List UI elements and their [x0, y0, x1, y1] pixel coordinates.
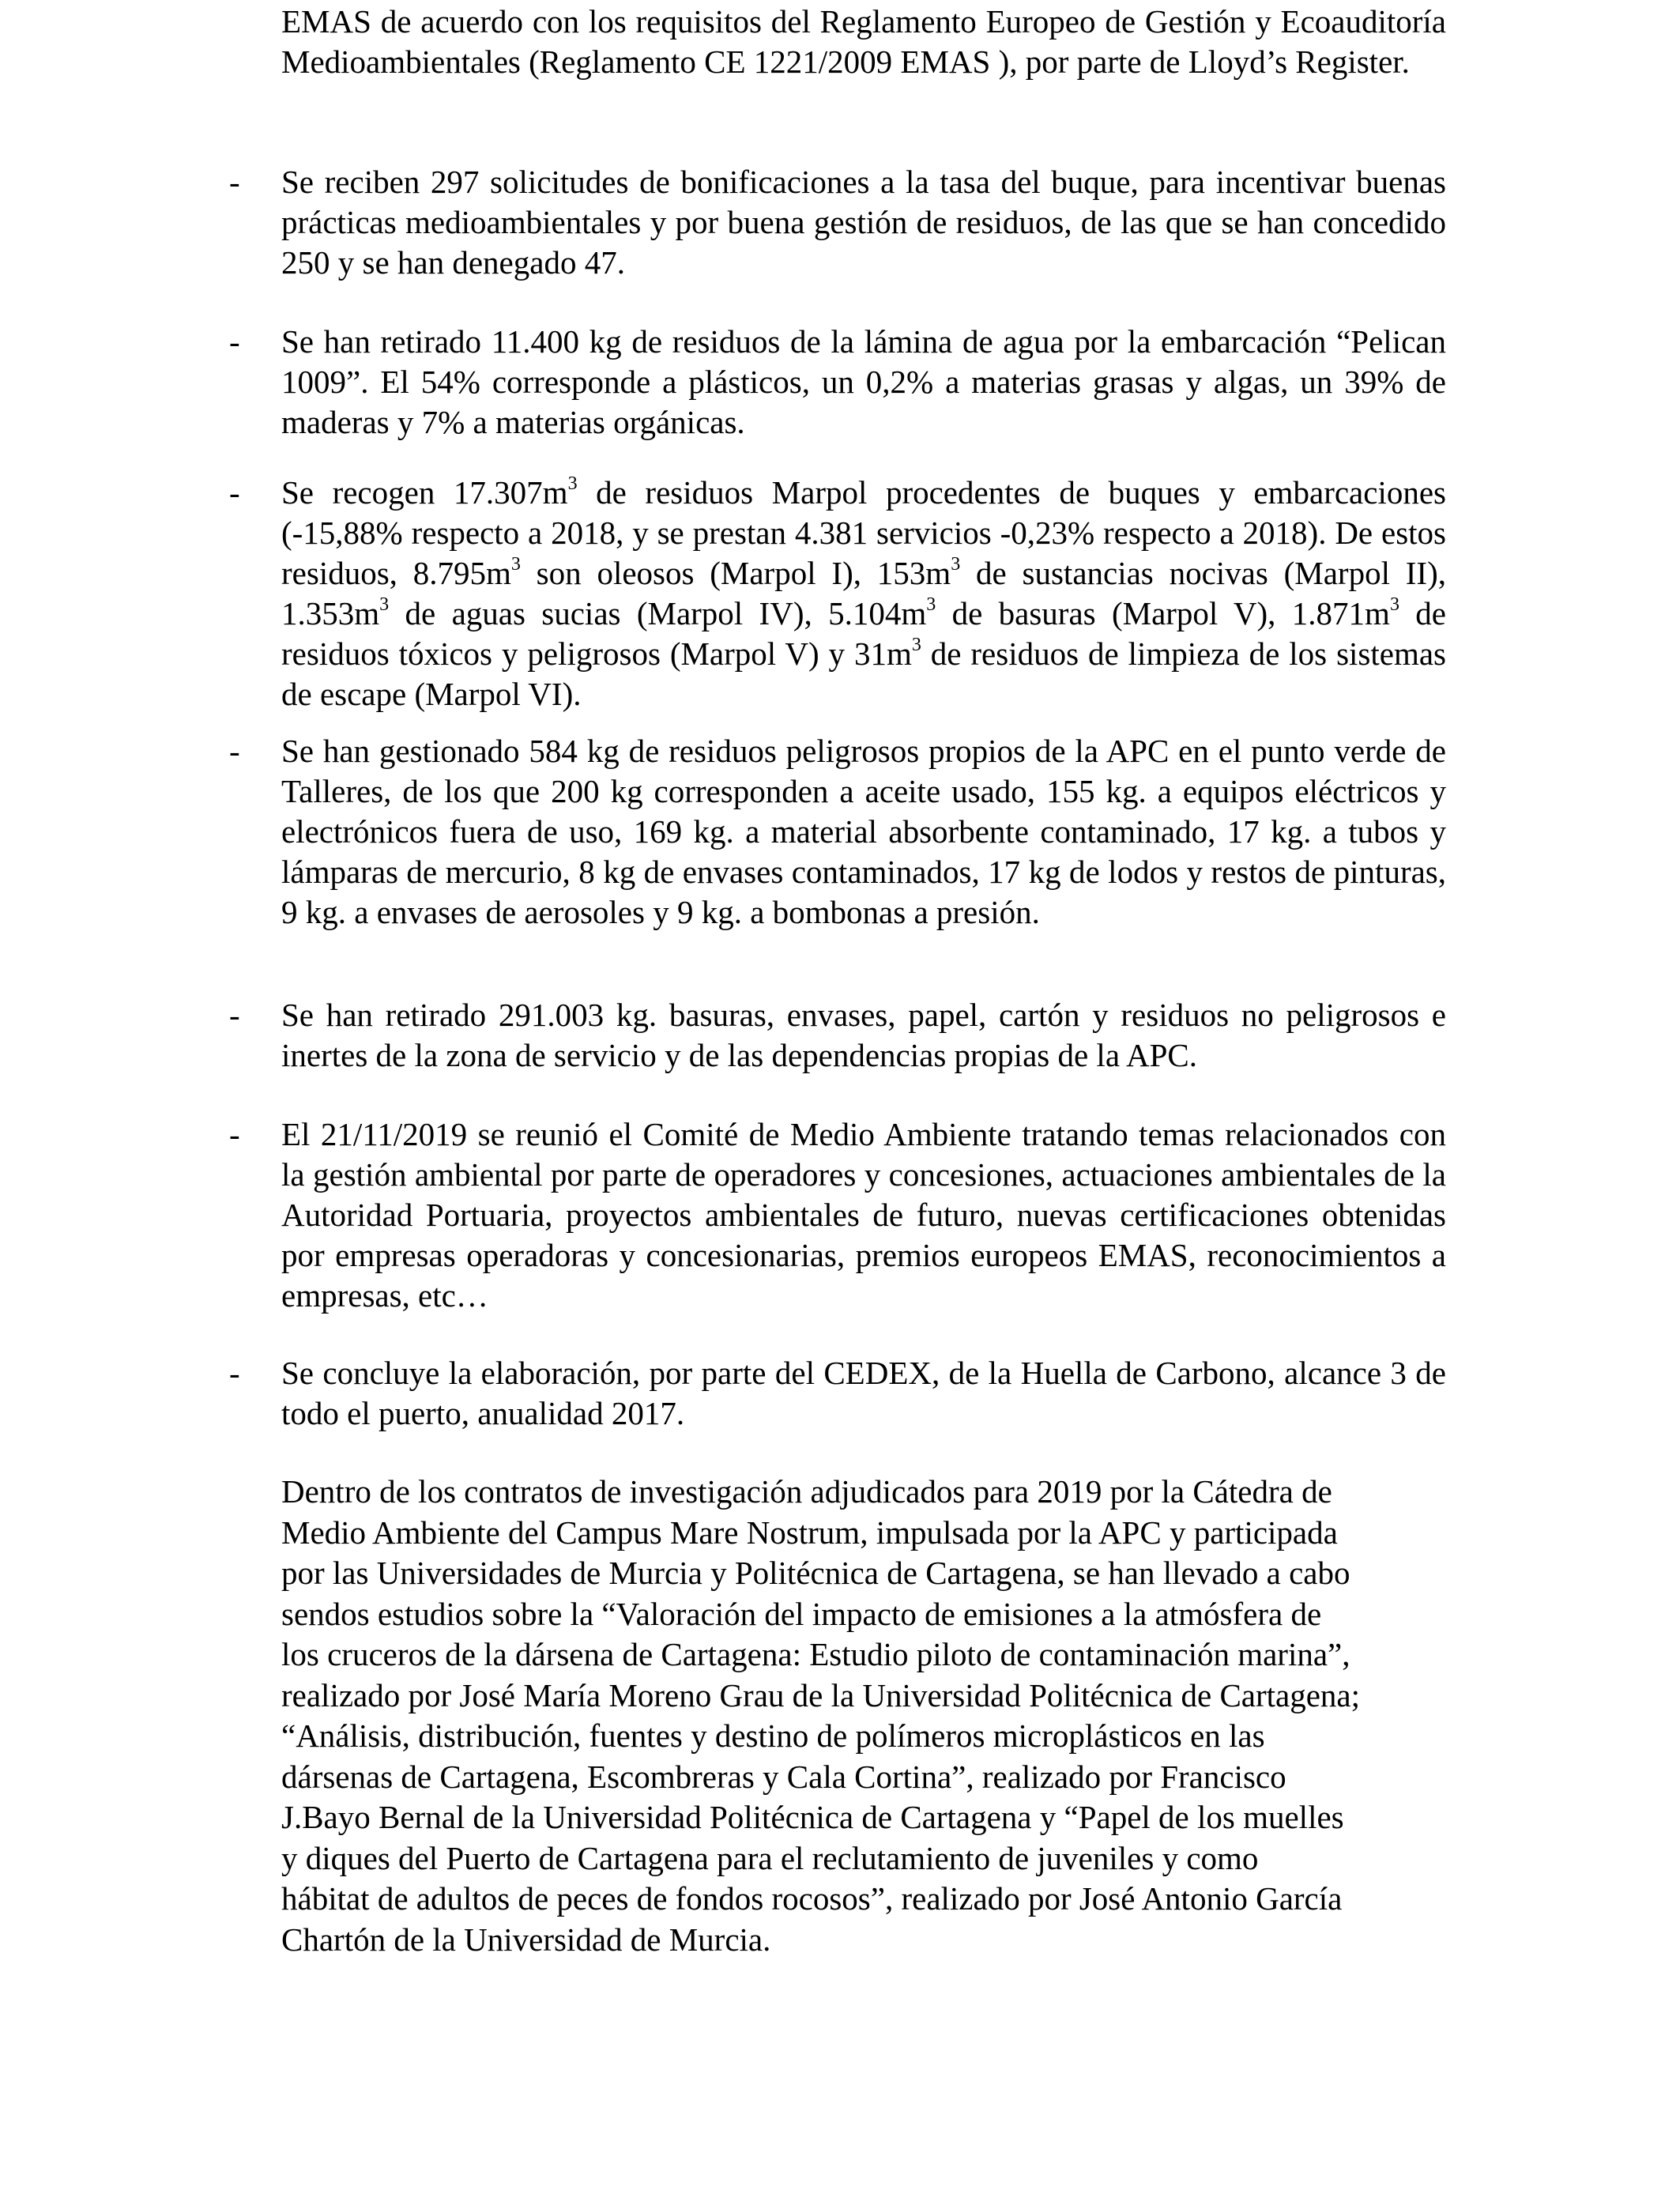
marpol-text-1: Se recogen 17.307m	[281, 474, 568, 511]
text-line: sendos estudios sobre la “Valoración del impacto de emisiones a la atmósfera de	[281, 1595, 1322, 1632]
text-line: por las Universidades de Murcia y Politécnica de Cartagena, se han llevado a cabo	[281, 1555, 1350, 1591]
marpol-text-2: de residuos Marpol procedentes de buques y embarcaciones (-15,88% respecto a 2018, y se prestan 4.381 servicios -0,23% respecto a 2018). De estos residuos, 8.795m	[281, 474, 1446, 591]
text-line: Dentro de los contratos de investigación adjudicados para 2019 por la Cátedra de	[281, 1473, 1332, 1510]
text-line: y diques del Puerto de Cartagena para el reclutamiento de juveniles y como	[281, 1839, 1259, 1876]
text-line: Chartón de la Universidad de Murcia.	[281, 1921, 771, 1958]
bullet-dash: -	[229, 733, 240, 769]
marpol-text-8: de residuos de limpieza de los sistemas de escape (Marpol VI).	[281, 635, 1446, 712]
list-item-text: Se concluye la elaboración, por parte del CEDEX, de la Huella de Carbono, alcance 3 de todo el puerto, anualidad 2017.	[281, 1355, 1446, 1431]
bullet-dash: -	[229, 323, 240, 360]
marpol-text-3: son oleosos (Marpol I), 153m	[520, 555, 951, 591]
superscript: 3	[951, 554, 961, 575]
list-item	[229, 731, 1446, 933]
text-line: Medio Ambiente del Campus Mare Nostrum, impulsada por la APC y participada	[281, 1514, 1338, 1551]
bullet-dash: -	[229, 1116, 240, 1152]
list-item-text: Se han retirado 11.400 kg de residuos de la lámina de agua por la embarcación “Pelican 1009”. El 54% corresponde a plásticos, un 0,2% a materias grasas y algas, un 39% de maderas y 7% a materias orgánicas.	[281, 323, 1446, 440]
marpol-text-6: de basuras (Marpol V), 1.871m	[936, 595, 1390, 631]
text-line: J.Bayo Bernal de la Universidad Politécnica de Cartagena y “Papel de los muelles	[281, 1799, 1344, 1835]
list-item-text: Se han gestionado 584 kg de residuos peligrosos propios de la APC en el punto verde de Talleres, de los que 200 kg corresponden a aceite usado, 155 kg. a equipos eléctricos y electrónicos fuera de uso, 169 kg. a material absorbente contaminado, 17 kg. a tubos y lámparas de mercurio, 8 kg de envases contaminados, 17 kg de lodos y restos de pinturas, 9 kg. a envases de aerosoles y 9 kg. a bombonas a presión.	[281, 733, 1446, 930]
list-item	[229, 322, 1446, 443]
marpol-text-7: de residuos tóxicos y peligrosos (Marpol V) y 31m	[281, 595, 1446, 672]
superscript: 3	[510, 554, 521, 575]
list-item	[229, 995, 1446, 1076]
text-line: dársenas de Cartagena, Escombreras y Cala Cortina”, realizado por Francisco	[281, 1758, 1286, 1795]
bullet-dash: -	[229, 474, 240, 511]
list-item-text: Se reciben 297 solicitudes de bonificaciones a la tasa del buque, para incentivar buenas prácticas medioambientales y por buena gestión de residuos, de las que se han concedido 250 y se han denegado 47.	[281, 164, 1446, 281]
bullet-dash: -	[229, 997, 240, 1033]
bullet-dash: -	[229, 164, 240, 200]
superscript: 3	[379, 594, 390, 616]
list-item-text: El 21/11/2019 se reunió el Comité de Medio Ambiente tratando temas relacionados con la gestión ambiental por parte de operadores y concesiones, actuaciones ambientales de la Autoridad Portuaria, proyectos ambientales de futuro, nuevas certificaciones obtenidas por empresas operadoras y concesionarias, premios europeos EMAS, reconocimientos a empresas, etc…	[281, 1116, 1446, 1314]
list-item	[229, 162, 1446, 283]
text-line: “Análisis, distribución, fuentes y destino de polímeros microplásticos en las	[281, 1717, 1265, 1754]
text-line: hábitat de adultos de peces de fondos rocosos”, realizado por José Antonio García	[281, 1880, 1343, 1917]
bullet-dash: -	[229, 1355, 240, 1391]
marpol-text-5: de aguas sucias (Marpol IV), 5.104m	[389, 595, 927, 631]
research-paragraph	[281, 1472, 1446, 1960]
superscript: 3	[926, 594, 936, 616]
marpol-text-4: de sustancias nocivas (Marpol II), 1.353m	[281, 555, 1446, 631]
intro-paragraph: EMAS de acuerdo con los requisitos del Reglamento Europeo de Gestión y Ecoauditoría Medioambientales (Reglamento CE 1221/2009 EMAS ), por parte de Lloyd’s Register.	[281, 3, 1446, 80]
list-item-marpol	[229, 473, 1446, 714]
list-item	[229, 1353, 1446, 1434]
superscript: 3	[1389, 594, 1399, 616]
superscript: 3	[567, 473, 578, 495]
text-line: los cruceros de la dársena de Cartagena: Estudio piloto de contaminación marina”,	[281, 1636, 1350, 1672]
text-line: realizado por José María Moreno Grau de la Universidad Politécnica de Cartagena;	[281, 1676, 1361, 1713]
superscript: 3	[911, 635, 921, 656]
list-item-text: Se han retirado 291.003 kg. basuras, envases, papel, cartón y residuos no peligrosos e inertes de la zona de servicio y de las dependencias propias de la APC.	[281, 997, 1446, 1073]
list-item	[229, 1114, 1446, 1316]
